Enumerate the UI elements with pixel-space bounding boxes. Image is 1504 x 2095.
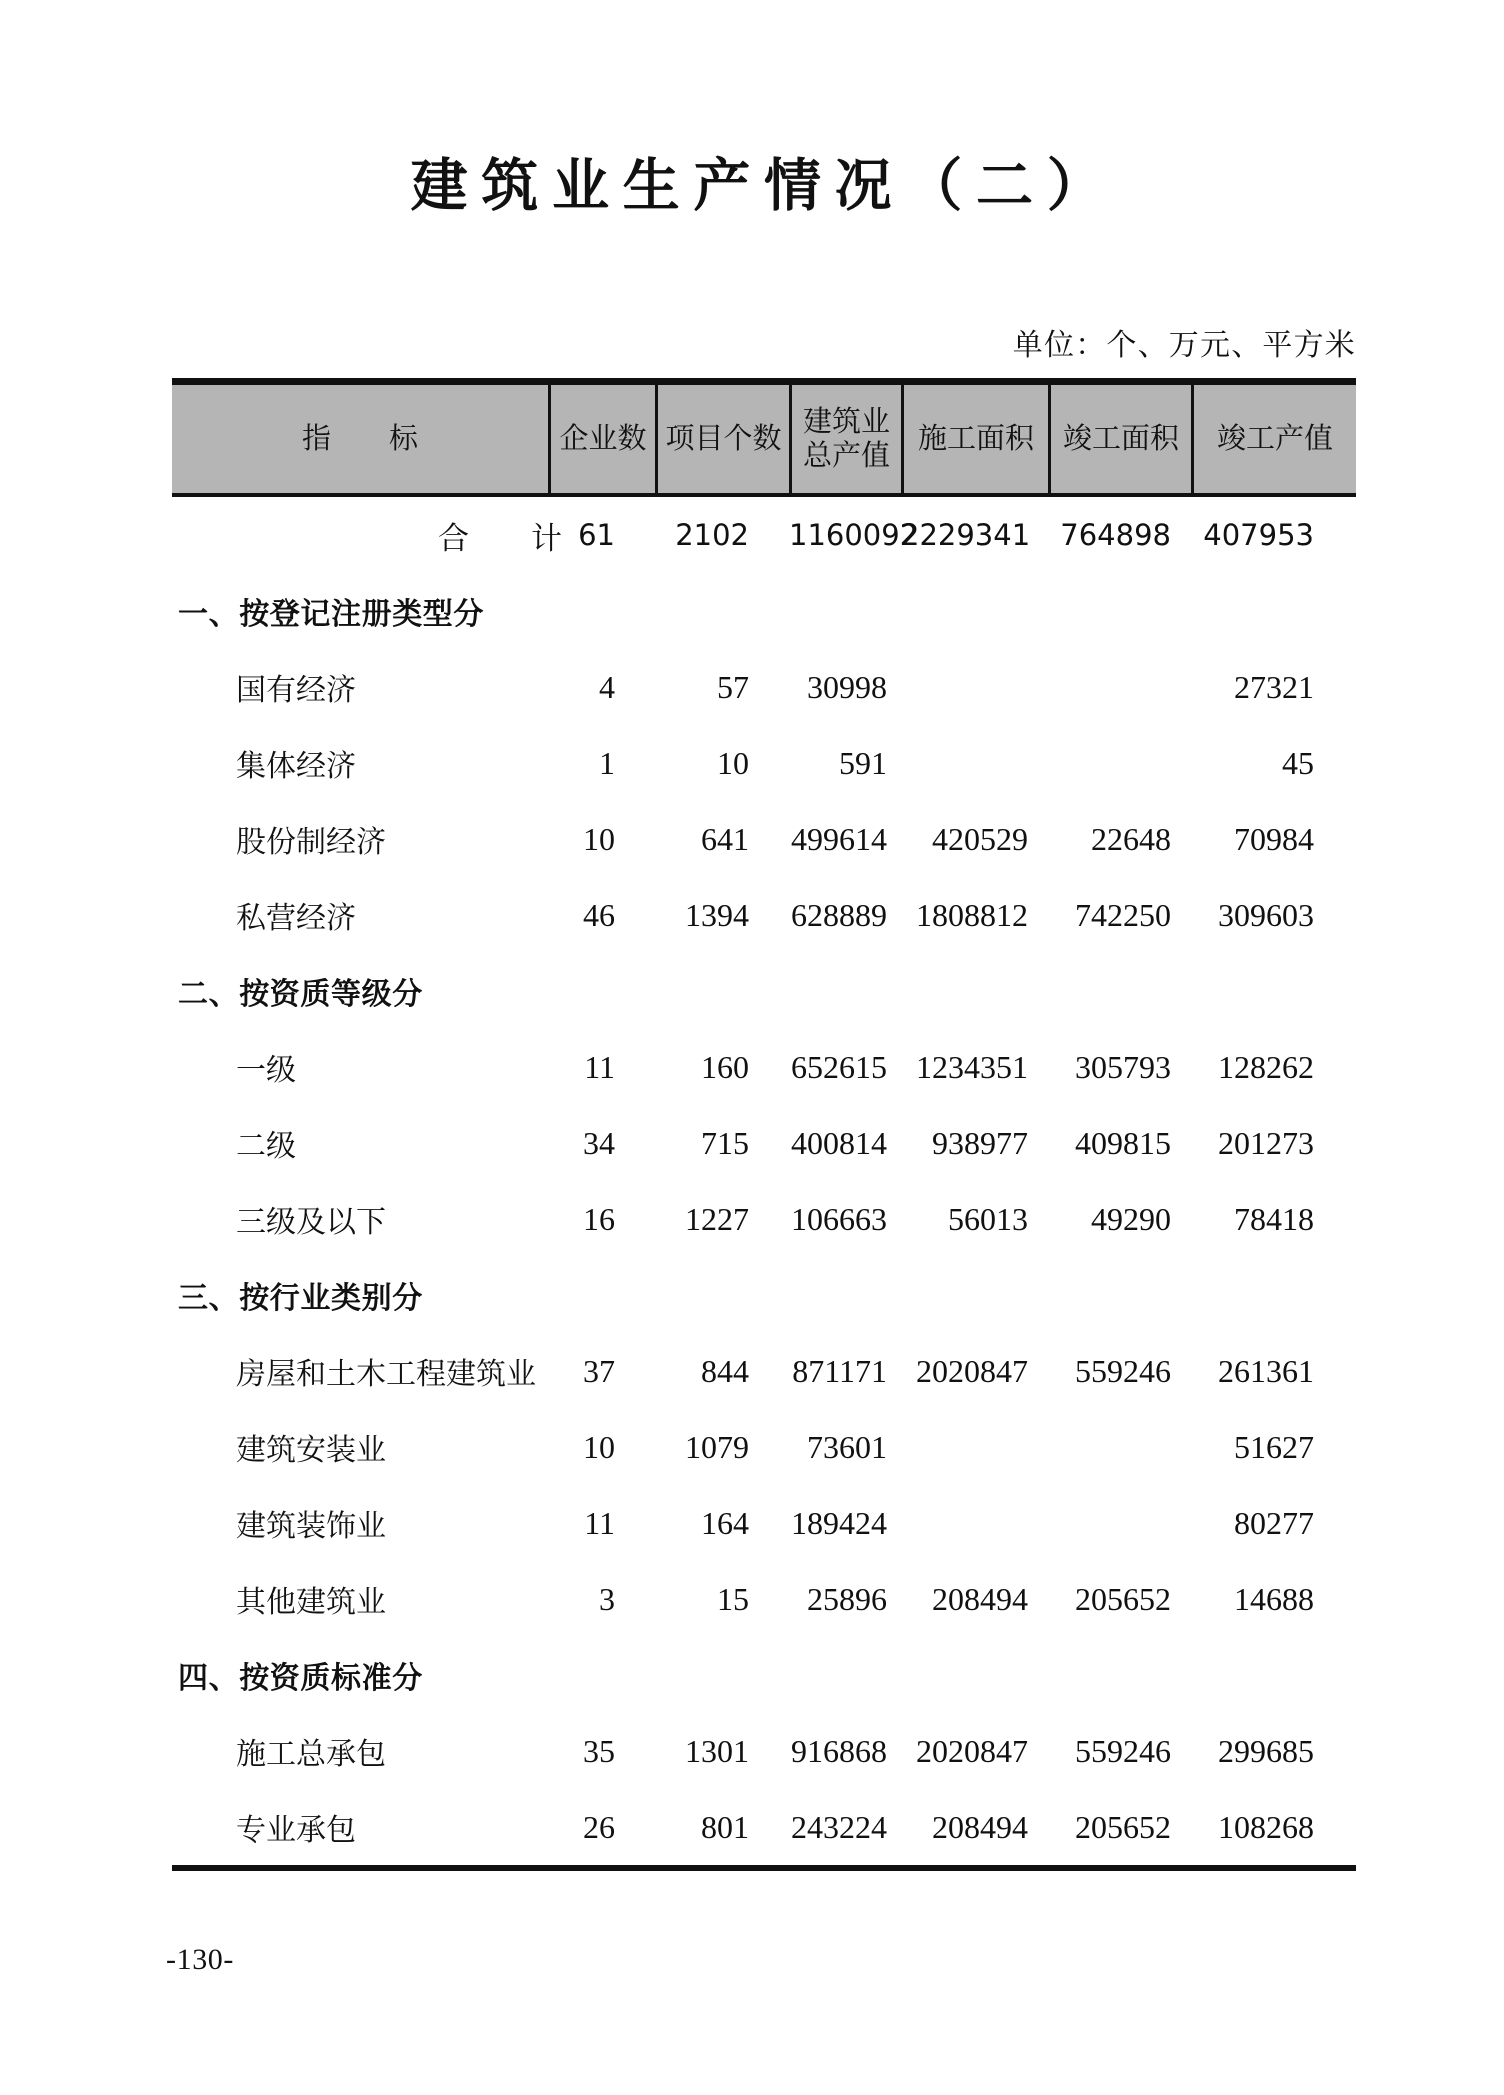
row-value-construction-output: 400814 bbox=[791, 1124, 887, 1161]
row-value-completed-area: 559246 bbox=[1075, 1732, 1171, 1769]
row-value-construction-output: 243224 bbox=[791, 1808, 887, 1845]
row-value-construction-output: 652615 bbox=[791, 1048, 887, 1085]
header-enterprise-count bbox=[548, 385, 655, 493]
section-row bbox=[172, 953, 1356, 1029]
header-indicator bbox=[172, 385, 548, 493]
page-number: -130- bbox=[166, 1943, 234, 1976]
row-value-construction-output: 189424 bbox=[791, 1504, 887, 1541]
row-value-project-count: 2102 bbox=[675, 518, 749, 552]
row-label: 二、按资质等级分 bbox=[178, 977, 423, 1012]
header-completed-area-label: 竣工面积 bbox=[1062, 423, 1179, 455]
page-title: 建筑业生产情况（二） bbox=[410, 155, 1118, 218]
data-row bbox=[172, 1485, 1356, 1561]
row-value-completed-output: 309603 bbox=[1218, 896, 1314, 933]
row-label: 其他建筑业 bbox=[236, 1586, 386, 1619]
table-header-row bbox=[172, 385, 1356, 497]
header-project-count bbox=[655, 385, 789, 493]
row-value-completed-output: 51627 bbox=[1234, 1428, 1314, 1465]
row-value-construction-area: 420529 bbox=[932, 820, 1028, 857]
data-row bbox=[172, 1713, 1356, 1789]
row-value-construction-output: 73601 bbox=[807, 1428, 887, 1465]
row-value-enterprise-count: 26 bbox=[583, 1808, 615, 1845]
section-row bbox=[172, 573, 1356, 649]
row-value-completed-area: 22648 bbox=[1091, 820, 1171, 857]
header-completed-output bbox=[1191, 385, 1356, 493]
row-label: 集体经济 bbox=[236, 750, 356, 783]
row-label: 国有经济 bbox=[236, 674, 356, 707]
row-value-completed-output: 78418 bbox=[1234, 1200, 1314, 1237]
row-value-project-count: 844 bbox=[701, 1352, 749, 1389]
row-value-project-count: 1079 bbox=[685, 1428, 749, 1465]
table-body bbox=[172, 497, 1356, 1865]
row-label: 私营经济 bbox=[236, 902, 356, 935]
data-row bbox=[172, 1789, 1356, 1865]
row-value-completed-area: 764898 bbox=[1060, 518, 1171, 552]
row-label: 一、按登记注册类型分 bbox=[178, 597, 484, 632]
row-value-construction-output: 106663 bbox=[791, 1200, 887, 1237]
row-value-completed-output: 201273 bbox=[1218, 1124, 1314, 1161]
row-value-project-count: 160 bbox=[701, 1048, 749, 1085]
row-label: 三、按行业类别分 bbox=[178, 1281, 423, 1316]
row-value-project-count: 164 bbox=[701, 1504, 749, 1541]
header-construction-output-line1: 建筑业 bbox=[802, 406, 890, 438]
row-value-project-count: 1301 bbox=[685, 1732, 749, 1769]
row-value-enterprise-count: 3 bbox=[599, 1580, 615, 1617]
row-value-project-count: 1227 bbox=[685, 1200, 749, 1237]
header-project-count-label: 项目个数 bbox=[665, 423, 782, 455]
header-construction-output bbox=[789, 385, 901, 493]
row-value-completed-output: 14688 bbox=[1234, 1580, 1314, 1617]
row-value-enterprise-count: 10 bbox=[583, 1428, 615, 1465]
row-value-completed-area: 305793 bbox=[1075, 1048, 1171, 1085]
row-value-enterprise-count: 1 bbox=[599, 744, 615, 781]
data-row bbox=[172, 725, 1356, 801]
row-value-enterprise-count: 46 bbox=[583, 896, 615, 933]
page-content bbox=[166, 0, 1356, 1977]
row-value-project-count: 15 bbox=[717, 1580, 749, 1617]
data-row bbox=[172, 1409, 1356, 1485]
row-value-construction-output: 499614 bbox=[791, 820, 887, 857]
section-row bbox=[172, 1637, 1356, 1713]
section-row bbox=[172, 1257, 1356, 1333]
row-value-enterprise-count: 11 bbox=[584, 1048, 615, 1085]
data-row bbox=[172, 801, 1356, 877]
row-value-completed-area: 409815 bbox=[1075, 1124, 1171, 1161]
row-value-construction-area: 2229341 bbox=[901, 518, 1031, 552]
row-value-project-count: 57 bbox=[717, 668, 749, 705]
row-label: 房屋和土木工程建筑业 bbox=[236, 1358, 536, 1391]
row-value-project-count: 801 bbox=[701, 1808, 749, 1845]
unit-note: 单位：个、万元、平方米 bbox=[1012, 329, 1356, 362]
header-completed-output-label: 竣工产值 bbox=[1216, 423, 1333, 455]
row-value-project-count: 10 bbox=[717, 744, 749, 781]
row-value-enterprise-count: 34 bbox=[583, 1124, 615, 1161]
row-value-completed-output: 128262 bbox=[1218, 1048, 1314, 1085]
data-row bbox=[172, 1105, 1356, 1181]
row-value-construction-area: 1234351 bbox=[916, 1048, 1028, 1085]
row-value-construction-output: 25896 bbox=[807, 1580, 887, 1617]
data-row bbox=[172, 1181, 1356, 1257]
data-row bbox=[172, 1029, 1356, 1105]
row-value-project-count: 715 bbox=[701, 1124, 749, 1161]
row-value-completed-output: 70984 bbox=[1234, 820, 1314, 857]
row-value-construction-area: 208494 bbox=[932, 1808, 1028, 1845]
total-row bbox=[172, 497, 1356, 573]
row-value-completed-area: 49290 bbox=[1091, 1200, 1171, 1237]
data-row bbox=[172, 1561, 1356, 1637]
row-label: 四、按资质标准分 bbox=[178, 1661, 423, 1696]
row-value-enterprise-count: 11 bbox=[584, 1504, 615, 1541]
row-value-enterprise-count: 61 bbox=[578, 518, 615, 552]
header-construction-output-line2: 总产值 bbox=[802, 440, 890, 472]
row-value-construction-area: 1808812 bbox=[916, 896, 1028, 933]
row-value-completed-area: 205652 bbox=[1075, 1808, 1171, 1845]
row-label: 股份制经济 bbox=[236, 826, 386, 859]
row-value-completed-output: 108268 bbox=[1218, 1808, 1314, 1845]
row-value-construction-area: 2020847 bbox=[916, 1732, 1028, 1769]
row-value-completed-output: 45 bbox=[1282, 744, 1314, 781]
row-value-completed-output: 299685 bbox=[1218, 1732, 1314, 1769]
header-enterprise-count-label: 企业数 bbox=[559, 423, 647, 455]
statistics-table bbox=[172, 378, 1356, 1871]
row-value-enterprise-count: 37 bbox=[583, 1352, 615, 1389]
header-construction-area-label: 施工面积 bbox=[917, 423, 1034, 455]
row-value-construction-output: 591 bbox=[839, 744, 887, 781]
row-value-project-count: 641 bbox=[701, 820, 749, 857]
row-value-enterprise-count: 4 bbox=[599, 668, 615, 705]
row-label: 三级及以下 bbox=[236, 1206, 386, 1239]
data-row bbox=[172, 649, 1356, 725]
row-value-construction-output: 871171 bbox=[792, 1352, 887, 1389]
row-value-project-count: 1394 bbox=[685, 896, 749, 933]
header-indicator-label: 指 标 bbox=[301, 423, 418, 455]
row-value-construction-area: 2020847 bbox=[916, 1352, 1028, 1389]
row-value-construction-area: 938977 bbox=[932, 1124, 1028, 1161]
row-value-completed-area: 559246 bbox=[1075, 1352, 1171, 1389]
row-value-construction-output: 916868 bbox=[791, 1732, 887, 1769]
row-value-completed-area: 205652 bbox=[1075, 1580, 1171, 1617]
row-value-completed-output: 407953 bbox=[1203, 518, 1314, 552]
row-value-construction-output: 628889 bbox=[791, 896, 887, 933]
row-value-enterprise-count: 10 bbox=[583, 820, 615, 857]
row-label: 建筑安装业 bbox=[236, 1434, 386, 1467]
header-completed-area bbox=[1048, 385, 1191, 493]
row-value-construction-area: 56013 bbox=[948, 1200, 1028, 1237]
row-value-completed-output: 261361 bbox=[1218, 1352, 1314, 1389]
row-value-construction-output: 30998 bbox=[807, 668, 887, 705]
row-label: 合 计 bbox=[438, 520, 562, 556]
data-row bbox=[172, 877, 1356, 953]
row-value-enterprise-count: 16 bbox=[583, 1200, 615, 1237]
row-label: 建筑装饰业 bbox=[236, 1510, 386, 1543]
row-value-completed-output: 80277 bbox=[1234, 1504, 1314, 1541]
header-construction-area bbox=[901, 385, 1048, 493]
row-value-construction-area: 208494 bbox=[932, 1580, 1028, 1617]
row-value-enterprise-count: 35 bbox=[583, 1732, 615, 1769]
row-label: 二级 bbox=[236, 1130, 296, 1163]
data-row bbox=[172, 1333, 1356, 1409]
row-value-construction-output: 1160092 bbox=[789, 518, 919, 552]
row-label: 施工总承包 bbox=[236, 1738, 386, 1771]
row-value-completed-area: 742250 bbox=[1075, 896, 1171, 933]
row-value-completed-output: 27321 bbox=[1234, 668, 1314, 705]
row-label: 专业承包 bbox=[236, 1814, 356, 1847]
row-label: 一级 bbox=[236, 1054, 296, 1087]
